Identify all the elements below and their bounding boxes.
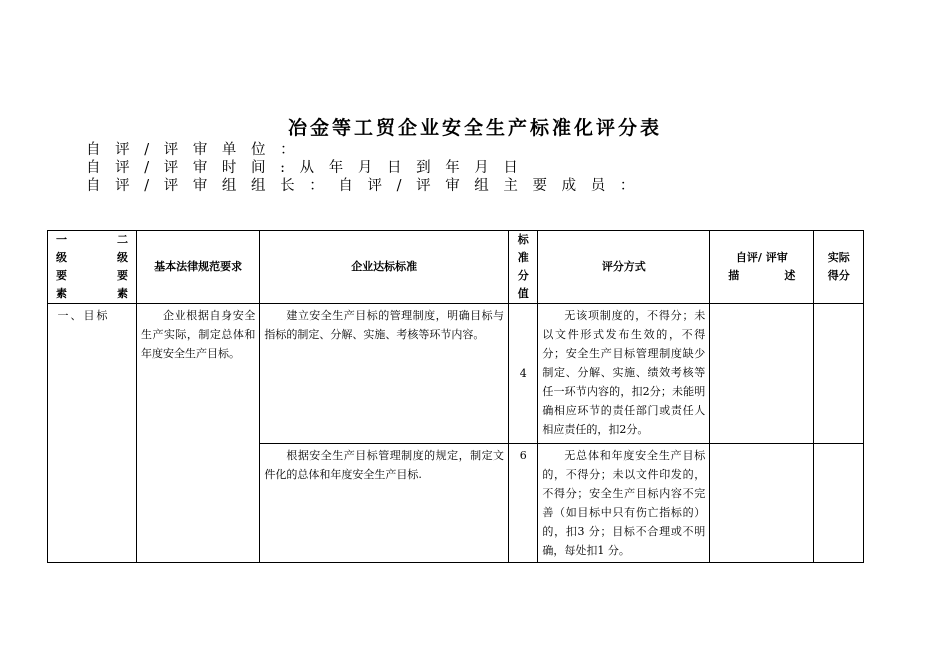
self-review-time-line: 自 评 / 评 审 时 间 : 从 年 月 日 到 年 月 日 <box>86 160 523 176</box>
self-review-unit-line: 自 评 / 评 审 单 位 ： <box>86 142 300 158</box>
law-requirement-cell: 企业根据自身安全生产实际，制定总体和年度安全生产目标。 <box>136 304 259 563</box>
header-actual-score: 实际 得分 <box>814 231 864 304</box>
actual-score-cell[interactable] <box>814 304 864 444</box>
header-row <box>48 231 864 304</box>
self-review-team-line: 自 评 / 评 审 组 组 长 ： 自 评 / 评 审 组 主 要 成 员 ： <box>86 178 640 194</box>
header-score-value: 标 准 分 值 <box>509 231 538 304</box>
table-row <box>48 304 864 444</box>
scoring-table <box>47 230 864 563</box>
scoring-method-cell: 无总体和年度安全生产目标的，不得分；未以文件印发的，不得分；安全生产目标内容不完善（如目标中只有伤亡指标的）的，扣3 分；目标不合理或不明确，每处扣1 分。 <box>538 444 710 563</box>
level1-element-cell: 一、目标 <box>48 304 137 563</box>
standard-cell: 根据安全生产目标管理制度的规定，制定文件化的总体和年度安全生产目标. <box>260 444 509 563</box>
header-standard: 企业达标标准 <box>260 231 509 304</box>
header-level-elements: 一 二 级 级 要 要 素 素 <box>48 231 137 304</box>
scoring-method-cell: 无该项制度的，不得分；未以文件形式发布生效的，不得分；安全生产目标管理制度缺少制定、分解、实施、绩效考核等任一环节内容的，扣2分；未能明确相应环节的责任部门或责任人相应责任的，扣2分。 <box>538 304 710 444</box>
review-description-cell[interactable] <box>710 304 814 444</box>
standard-cell: 建立安全生产目标的管理制度，明确目标与指标的制定、分解、实施、考核等环节内容。 <box>260 304 509 444</box>
header-review-description: 自评/ 评审 描 述 <box>710 231 814 304</box>
actual-score-cell[interactable] <box>814 444 864 563</box>
score-value-cell: 4 <box>509 304 538 444</box>
header-law: 基本法律规范要求 <box>136 231 259 304</box>
page-title: 冶金等工贸企业安全生产标准化评分表 <box>287 117 662 139</box>
header-method: 评分方式 <box>538 231 710 304</box>
review-description-cell[interactable] <box>710 444 814 563</box>
score-value-cell: 6 <box>509 444 538 563</box>
